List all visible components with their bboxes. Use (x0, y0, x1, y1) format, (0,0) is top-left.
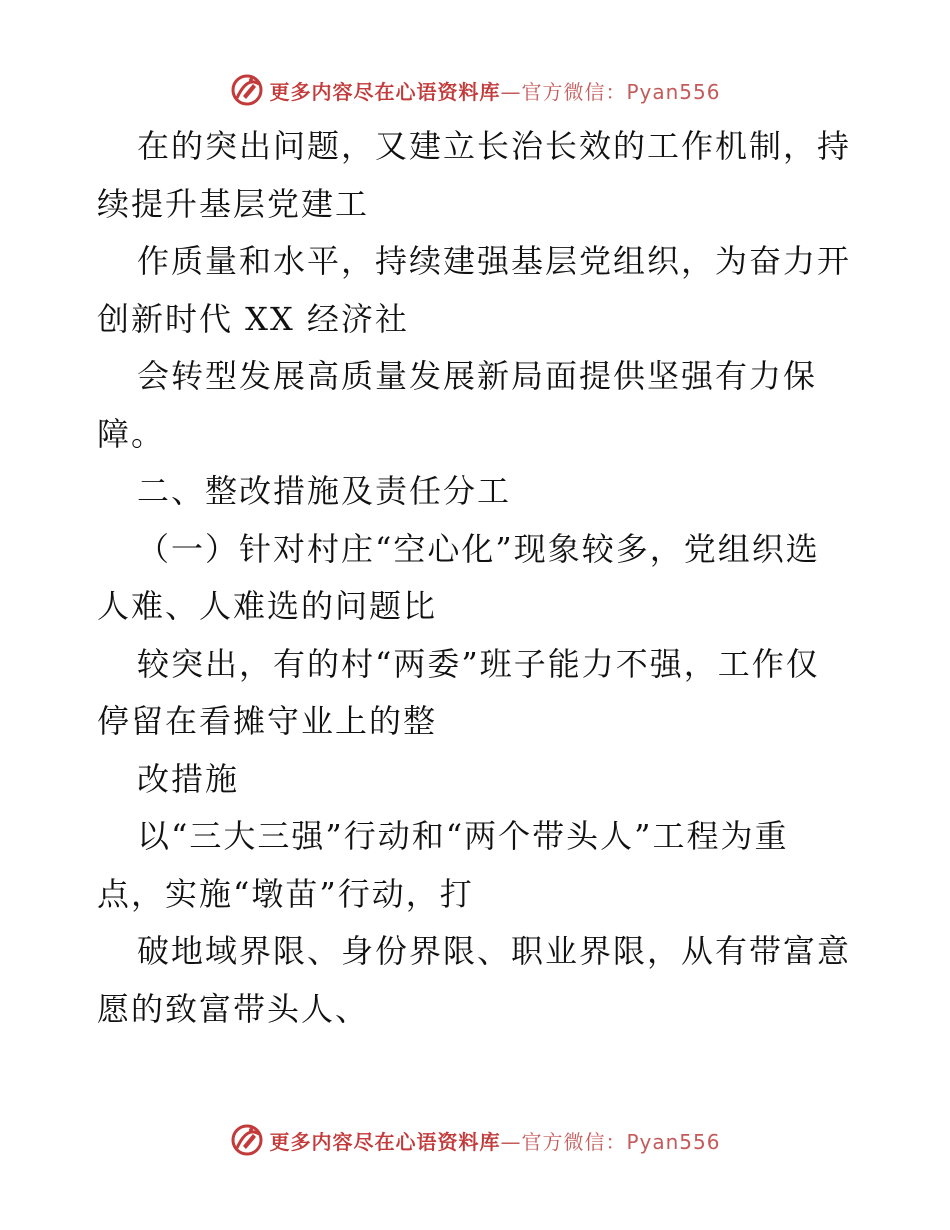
text-line: 停留在看摊守业上的整 (97, 702, 438, 740)
section-heading: 二、整改措施及责任分工 (137, 472, 512, 510)
header-banner (0, 70, 950, 110)
footer-banner (0, 1120, 950, 1160)
pen-swirl-logo-icon (229, 72, 265, 108)
banner-title: 更多内容尽在心语资料库 (269, 1129, 501, 1154)
text-line: 点，实施“墩苗”行动，打 (97, 874, 474, 913)
text-line: 续提升基层党建工 (97, 184, 370, 223)
text-line: 在的突出问题，又建立长治长效的工作机制，持 (137, 127, 852, 165)
text-line: 障。 (97, 414, 166, 453)
text-line: 较突出，有的村“两委”班子能力不强，工作仅 (137, 644, 820, 683)
text-line: 创新时代 XX 经济社 (97, 299, 409, 338)
pen-swirl-logo-icon (229, 1122, 265, 1158)
text-line: （一）针对村庄“空心化”现象较多，党组织选 (137, 529, 820, 568)
banner-wechat: —官方微信：Pyan556 (500, 1129, 721, 1154)
text-line: 破地域界限、身份界限、职业界限，从有带富意 (137, 932, 852, 970)
text-line: 愿的致富带头人、 (97, 989, 370, 1028)
banner-title: 更多内容尽在心语资料库 (269, 79, 501, 104)
text-line: 改措施 (137, 759, 240, 798)
banner-wechat: —官方微信：Pyan556 (500, 79, 721, 104)
text-line: 作质量和水平，持续建强基层党组织，为奋力开 (137, 242, 852, 280)
text-line: 以“三大三强”行动和“两个带头人”工程为重 (137, 817, 789, 855)
document-body (97, 118, 857, 1038)
text-line: 会转型发展高质量发展新局面提供坚强有力保 (137, 357, 818, 395)
text-line: 人难、人难选的问题比 (97, 587, 438, 625)
